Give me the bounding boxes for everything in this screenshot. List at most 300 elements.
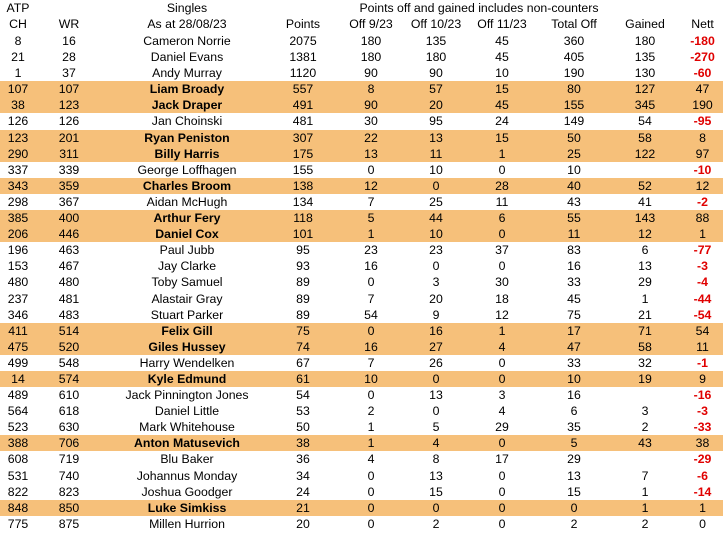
off-9-23-cell: 5 bbox=[367, 211, 375, 226]
off-9-23-cell: 180 bbox=[360, 50, 382, 65]
wr-cell: 630 bbox=[58, 420, 80, 435]
ch-cell: 337 bbox=[7, 162, 29, 177]
off-10-23-cell: 9 bbox=[432, 307, 440, 322]
player-name: Toby Samuel bbox=[151, 275, 223, 290]
off-10-23-cell: 15 bbox=[429, 484, 443, 499]
nett-cell: 9 bbox=[699, 371, 706, 386]
off-10-23-cell: 0 bbox=[432, 259, 440, 274]
gained-cell: 345 bbox=[634, 98, 656, 113]
off-10-23-cell: 25 bbox=[429, 194, 443, 209]
off-10-23-cell: 11 bbox=[429, 146, 443, 161]
ch-cell: 608 bbox=[7, 452, 29, 467]
ch-cell: 411 bbox=[8, 323, 28, 338]
ch-cell: 480 bbox=[7, 275, 29, 290]
off-11-23-cell: 45 bbox=[495, 34, 509, 48]
off-9-23-cell: 16 bbox=[364, 339, 378, 354]
off-9-23-cell: 180 bbox=[360, 34, 382, 48]
off-9-23-cell: 0 bbox=[367, 275, 375, 290]
total-off-cell: 33 bbox=[567, 275, 581, 290]
off-11-23-cell: 18 bbox=[495, 291, 509, 306]
wr-cell: 126 bbox=[58, 114, 80, 129]
nett-cell: -6 bbox=[697, 468, 708, 483]
wr-cell: 359 bbox=[58, 178, 80, 193]
ch-header: CH bbox=[9, 17, 27, 31]
ch-cell: 822 bbox=[7, 484, 29, 499]
table-row bbox=[0, 291, 723, 307]
player-name: Cameron Norrie bbox=[143, 34, 231, 48]
off-11-23-cell: 0 bbox=[498, 484, 506, 499]
off-9-23-cell: 1 bbox=[367, 227, 375, 242]
ch-cell: 489 bbox=[7, 388, 29, 403]
off-11-23-cell: 0 bbox=[498, 355, 506, 370]
gained-cell: 58 bbox=[638, 130, 652, 145]
points-cell: 118 bbox=[293, 211, 313, 226]
total-off-cell: 360 bbox=[563, 34, 585, 48]
ch-cell: 775 bbox=[7, 516, 29, 531]
off-9-23-cell: 10 bbox=[364, 371, 378, 386]
table-header bbox=[0, 0, 723, 33]
nett-cell: 1 bbox=[699, 500, 706, 515]
off-9-23-cell: 2 bbox=[367, 404, 375, 419]
total-off-cell: 33 bbox=[567, 355, 581, 370]
gained-cell: 41 bbox=[638, 194, 652, 209]
ch-cell: 848 bbox=[7, 500, 29, 515]
off-11-23-cell: 0 bbox=[498, 162, 506, 177]
gained-cell: 127 bbox=[634, 82, 656, 97]
off-11-23-cell: 4 bbox=[498, 339, 506, 354]
player-name: Felix Gill bbox=[161, 323, 213, 338]
player-name: Liam Broady bbox=[149, 82, 225, 97]
off-11-23-header: Off 11/23 bbox=[477, 17, 527, 31]
nett-cell: -77 bbox=[693, 243, 712, 258]
total-off-cell: 155 bbox=[563, 98, 585, 113]
table-row bbox=[0, 371, 723, 387]
points-cell: 61 bbox=[296, 371, 310, 386]
wr-cell: 400 bbox=[58, 211, 80, 226]
points-note-header: Points off and gained includes non-counters bbox=[359, 1, 599, 15]
off-9-23-cell: 54 bbox=[364, 307, 378, 322]
ch-cell: 21 bbox=[11, 50, 25, 65]
off-11-23-cell: 15 bbox=[495, 82, 509, 97]
off-11-23-cell: 28 bbox=[495, 178, 509, 193]
wr-cell: 483 bbox=[58, 307, 80, 322]
off-10-23-cell: 2 bbox=[432, 516, 440, 531]
off-9-23-cell: 30 bbox=[364, 114, 378, 129]
nett-cell: -1 bbox=[697, 355, 708, 370]
ch-cell: 126 bbox=[7, 114, 29, 129]
ch-cell: 343 bbox=[7, 178, 29, 193]
table-row bbox=[0, 242, 723, 258]
nett-cell: 190 bbox=[692, 98, 713, 113]
player-name: Daniel Little bbox=[154, 404, 220, 419]
wr-cell: 481 bbox=[58, 291, 80, 306]
off-10-23-cell: 10 bbox=[429, 162, 443, 177]
gained-cell: 7 bbox=[641, 468, 649, 483]
points-cell: 101 bbox=[292, 227, 314, 242]
player-name: Daniel Evans bbox=[150, 50, 224, 65]
off-10-23-cell: 95 bbox=[429, 114, 443, 129]
off-10-23-cell: 26 bbox=[429, 355, 443, 370]
wr-cell: 311 bbox=[59, 146, 79, 161]
gained-cell: 135 bbox=[634, 50, 656, 65]
table-row bbox=[0, 339, 723, 355]
off-11-23-cell: 1 bbox=[498, 146, 506, 161]
ch-cell: 388 bbox=[7, 436, 29, 451]
player-name: Luke Simkiss bbox=[147, 500, 227, 515]
nett-cell: -14 bbox=[693, 484, 712, 499]
gained-cell: 122 bbox=[634, 146, 656, 161]
total-off-cell: 0 bbox=[570, 500, 578, 515]
off-9-23-header: Off 9/23 bbox=[349, 17, 393, 31]
player-name: Anton Matusevich bbox=[134, 436, 240, 451]
table-row bbox=[0, 33, 723, 49]
nett-cell: -54 bbox=[693, 307, 712, 322]
wr-cell: 514 bbox=[58, 323, 80, 338]
ch-cell: 14 bbox=[11, 371, 25, 386]
off-9-23-cell: 0 bbox=[367, 484, 375, 499]
points-cell: 50 bbox=[296, 420, 310, 435]
nett-cell: 97 bbox=[695, 146, 710, 161]
nett-cell: -16 bbox=[693, 388, 712, 403]
off-9-23-cell: 7 bbox=[367, 291, 375, 306]
points-cell: 138 bbox=[292, 178, 314, 193]
points-cell: 21 bbox=[296, 500, 310, 515]
nett-cell: -270 bbox=[690, 50, 715, 65]
off-9-23-cell: 8 bbox=[367, 82, 375, 97]
nett-cell: -3 bbox=[697, 259, 708, 274]
ch-cell: 123 bbox=[7, 130, 29, 145]
points-cell: 155 bbox=[292, 162, 314, 177]
off-11-23-cell: 0 bbox=[498, 371, 506, 386]
off-9-23-cell: 1 bbox=[367, 420, 375, 435]
gained-cell: 52 bbox=[638, 178, 652, 193]
points-cell: 89 bbox=[296, 291, 310, 306]
off-10-23-cell: 0 bbox=[432, 500, 440, 515]
table-row bbox=[0, 387, 723, 403]
ch-cell: 298 bbox=[7, 194, 29, 209]
ch-cell: 385 bbox=[7, 211, 29, 226]
ch-cell: 206 bbox=[7, 227, 29, 242]
off-11-23-cell: 6 bbox=[498, 211, 506, 226]
player-name: Millen Hurrion bbox=[149, 516, 225, 531]
player-name: Giles Hussey bbox=[148, 339, 226, 354]
nett-cell: -4 bbox=[697, 275, 708, 290]
ch-cell: 107 bbox=[7, 82, 29, 97]
gained-cell: 32 bbox=[638, 355, 652, 370]
off-11-23-cell: 24 bbox=[495, 114, 509, 129]
gained-cell: 29 bbox=[638, 275, 652, 290]
off-9-23-cell: 12 bbox=[364, 178, 378, 193]
off-9-23-cell: 0 bbox=[367, 500, 375, 515]
table-row bbox=[0, 130, 723, 146]
off-10-23-cell: 90 bbox=[429, 66, 443, 81]
off-10-23-cell: 13 bbox=[429, 468, 443, 483]
ch-cell: 499 bbox=[7, 355, 29, 370]
points-cell: 557 bbox=[292, 82, 314, 97]
ch-cell: 523 bbox=[7, 420, 29, 435]
off-9-23-cell: 1 bbox=[367, 436, 375, 451]
total-off-cell: 25 bbox=[567, 146, 581, 161]
points-cell: 93 bbox=[296, 259, 310, 274]
wr-cell: 463 bbox=[58, 243, 80, 258]
off-10-23-cell: 13 bbox=[429, 130, 443, 145]
off-10-23-cell: 5 bbox=[432, 420, 440, 435]
player-name: Billy Harris bbox=[154, 146, 220, 161]
total-off-cell: 11 bbox=[567, 227, 581, 242]
wr-cell: 618 bbox=[58, 404, 80, 419]
nett-cell: -29 bbox=[693, 452, 712, 467]
off-9-23-cell: 0 bbox=[367, 468, 375, 483]
table-row bbox=[0, 484, 723, 500]
off-9-23-cell: 0 bbox=[367, 516, 375, 531]
points-cell: 20 bbox=[296, 516, 310, 531]
off-11-23-cell: 30 bbox=[495, 275, 509, 290]
off-10-23-cell: 4 bbox=[432, 436, 440, 451]
ch-cell: 196 bbox=[7, 243, 29, 258]
player-name: Charles Broom bbox=[142, 178, 232, 193]
off-10-23-cell: 27 bbox=[429, 339, 443, 354]
off-10-23-cell: 8 bbox=[432, 452, 440, 467]
off-11-23-cell: 0 bbox=[498, 500, 506, 515]
player-name: George Loffhagen bbox=[137, 162, 237, 177]
total-off-cell: 50 bbox=[567, 130, 581, 145]
total-off-cell: 149 bbox=[563, 114, 585, 129]
nett-cell: -33 bbox=[693, 420, 712, 435]
wr-cell: 201 bbox=[58, 130, 80, 145]
off-10-23-cell: 10 bbox=[429, 227, 443, 242]
nett-cell: -44 bbox=[693, 291, 712, 306]
points-cell: 2075 bbox=[289, 34, 317, 48]
points-cell: 89 bbox=[296, 307, 310, 322]
ch-cell: 153 bbox=[7, 259, 29, 274]
off-11-23-cell: 15 bbox=[495, 130, 509, 145]
ch-cell: 290 bbox=[7, 146, 29, 161]
table-body bbox=[0, 33, 723, 532]
points-cell: 1120 bbox=[289, 66, 317, 81]
total-off-cell: 40 bbox=[567, 178, 581, 193]
off-10-23-header: Off 10/23 bbox=[410, 17, 462, 31]
gained-cell: 54 bbox=[638, 114, 652, 129]
points-cell: 75 bbox=[296, 323, 310, 338]
total-off-cell: 45 bbox=[567, 291, 581, 306]
table-row bbox=[0, 323, 723, 339]
total-off-cell: 55 bbox=[567, 211, 581, 226]
total-off-header: Total Off bbox=[551, 17, 597, 31]
off-11-23-cell: 45 bbox=[495, 98, 509, 113]
gained-cell: 1 bbox=[641, 484, 649, 499]
table-row bbox=[0, 194, 723, 210]
ch-cell: 475 bbox=[7, 339, 29, 354]
gained-header: Gained bbox=[625, 17, 665, 31]
off-10-23-cell: 20 bbox=[429, 291, 443, 306]
wr-header: WR bbox=[58, 17, 80, 31]
points-cell: 89 bbox=[296, 275, 310, 290]
points-cell: 95 bbox=[296, 243, 310, 258]
points-cell: 307 bbox=[292, 130, 314, 145]
total-off-cell: 43 bbox=[567, 194, 581, 209]
off-11-23-cell: 0 bbox=[498, 516, 506, 531]
table-row bbox=[0, 210, 723, 226]
off-10-23-cell: 44 bbox=[429, 211, 443, 226]
off-11-23-cell: 29 bbox=[495, 420, 509, 435]
points-cell: 54 bbox=[296, 388, 310, 403]
off-9-23-cell: 0 bbox=[367, 323, 375, 338]
points-cell: 67 bbox=[296, 355, 310, 370]
off-9-23-cell: 22 bbox=[364, 130, 378, 145]
gained-cell: 6 bbox=[641, 243, 649, 258]
off-11-23-cell: 4 bbox=[498, 404, 506, 419]
total-off-cell: 10 bbox=[567, 162, 581, 177]
wr-cell: 480 bbox=[58, 275, 80, 290]
off-9-23-cell: 4 bbox=[367, 452, 375, 467]
table-row bbox=[0, 178, 723, 194]
total-off-cell: 29 bbox=[567, 452, 581, 467]
off-11-23-cell: 0 bbox=[498, 436, 506, 451]
wr-cell: 37 bbox=[62, 66, 76, 81]
table-row bbox=[0, 435, 723, 451]
wr-cell: 367 bbox=[58, 194, 80, 209]
nett-header: Nett bbox=[691, 17, 714, 31]
nett-cell: -2 bbox=[697, 194, 708, 209]
player-name: Jay Clarke bbox=[157, 259, 217, 274]
total-off-cell: 83 bbox=[567, 243, 581, 258]
gained-cell: 3 bbox=[641, 404, 649, 419]
player-name: Joshua Goodger bbox=[141, 484, 233, 499]
table-row bbox=[0, 49, 723, 65]
off-10-23-cell: 0 bbox=[432, 371, 440, 386]
wr-cell: 719 bbox=[58, 452, 80, 467]
nett-cell: 1 bbox=[699, 227, 706, 242]
off-9-23-cell: 7 bbox=[367, 194, 375, 209]
ch-cell: 564 bbox=[7, 404, 29, 419]
player-name: Paul Jubb bbox=[159, 243, 215, 258]
player-name: Aidan McHugh bbox=[146, 194, 228, 209]
table-row bbox=[0, 500, 723, 516]
off-11-23-cell: 11 bbox=[495, 194, 509, 209]
gained-cell: 43 bbox=[638, 436, 652, 451]
gained-cell: 12 bbox=[638, 227, 652, 242]
table-row bbox=[0, 307, 723, 323]
off-9-23-cell: 16 bbox=[364, 259, 378, 274]
total-off-cell: 5 bbox=[570, 436, 578, 451]
wr-cell: 467 bbox=[58, 259, 80, 274]
table-row bbox=[0, 162, 723, 178]
points-cell: 34 bbox=[296, 468, 310, 483]
player-name: Arthur Fery bbox=[153, 211, 221, 226]
points-cell: 74 bbox=[296, 339, 310, 354]
table-row bbox=[0, 65, 723, 81]
points-cell: 134 bbox=[292, 194, 314, 209]
player-name: Alastair Gray bbox=[151, 291, 223, 306]
table-row bbox=[0, 274, 723, 290]
gained-cell: 19 bbox=[638, 371, 652, 386]
points-cell: 38 bbox=[296, 436, 310, 451]
points-cell: 481 bbox=[292, 114, 314, 129]
nett-cell: -180 bbox=[690, 34, 715, 48]
nett-cell: -95 bbox=[693, 114, 712, 129]
off-9-23-cell: 23 bbox=[364, 243, 378, 258]
total-off-cell: 47 bbox=[567, 339, 581, 354]
table-row bbox=[0, 97, 723, 113]
off-9-23-cell: 0 bbox=[367, 388, 375, 403]
gained-cell: 71 bbox=[638, 323, 652, 338]
points-cell: 1381 bbox=[289, 50, 317, 65]
off-10-23-cell: 57 bbox=[429, 82, 443, 97]
wr-cell: 16 bbox=[62, 34, 76, 48]
total-off-cell: 17 bbox=[567, 323, 581, 338]
nett-cell: 12 bbox=[695, 178, 710, 193]
off-10-23-cell: 135 bbox=[425, 34, 447, 48]
player-name: Ryan Peniston bbox=[144, 130, 230, 145]
wr-cell: 574 bbox=[58, 371, 80, 386]
nett-cell: 47 bbox=[695, 82, 710, 97]
points-cell: 491 bbox=[292, 98, 314, 113]
ch-cell: 346 bbox=[7, 307, 29, 322]
as-at-date-header: As at 28/08/23 bbox=[147, 17, 227, 31]
off-11-23-cell: 0 bbox=[498, 468, 506, 483]
wr-cell: 850 bbox=[58, 500, 80, 515]
table-row bbox=[0, 468, 723, 484]
points-cell: 24 bbox=[296, 484, 310, 499]
gained-cell: 130 bbox=[634, 66, 656, 81]
ch-cell: 531 bbox=[7, 468, 29, 483]
table-row bbox=[0, 355, 723, 371]
nett-cell: 0 bbox=[699, 516, 706, 531]
off-9-23-cell: 0 bbox=[367, 162, 375, 177]
gained-cell: 143 bbox=[634, 211, 656, 226]
wr-cell: 610 bbox=[58, 388, 80, 403]
total-off-cell: 16 bbox=[567, 388, 581, 403]
off-10-23-cell: 16 bbox=[429, 323, 443, 338]
player-name: Jack Pinnington Jones bbox=[125, 388, 249, 403]
points-header: Points bbox=[285, 17, 321, 31]
total-off-cell: 15 bbox=[567, 484, 581, 499]
nett-cell: -3 bbox=[697, 404, 708, 419]
total-off-cell: 35 bbox=[567, 420, 581, 435]
wr-cell: 548 bbox=[58, 355, 80, 370]
off-11-23-cell: 45 bbox=[495, 50, 509, 65]
player-name: Kyle Edmund bbox=[147, 371, 227, 386]
player-name: Jack Draper bbox=[151, 98, 223, 113]
singles-header: Singles bbox=[166, 1, 208, 15]
nett-cell: -10 bbox=[693, 162, 712, 177]
total-off-cell: 6 bbox=[570, 404, 578, 419]
nett-cell: 38 bbox=[695, 436, 710, 451]
wr-cell: 107 bbox=[58, 82, 80, 97]
wr-cell: 520 bbox=[58, 339, 80, 354]
gained-cell: 2 bbox=[641, 516, 649, 531]
off-10-23-cell: 3 bbox=[432, 275, 440, 290]
table-row bbox=[0, 403, 723, 419]
total-off-cell: 13 bbox=[567, 468, 581, 483]
gained-cell: 21 bbox=[638, 307, 652, 322]
ch-cell: 8 bbox=[14, 34, 22, 48]
player-name: Jan Choinski bbox=[151, 114, 223, 129]
table-row bbox=[0, 258, 723, 274]
total-off-cell: 10 bbox=[567, 371, 581, 386]
ch-cell: 38 bbox=[11, 98, 25, 113]
table-row bbox=[0, 146, 723, 162]
total-off-cell: 16 bbox=[567, 259, 581, 274]
player-name: Mark Whitehouse bbox=[139, 420, 235, 435]
off-9-23-cell: 13 bbox=[364, 146, 378, 161]
nett-cell: 54 bbox=[695, 323, 710, 338]
off-9-23-cell: 7 bbox=[367, 355, 375, 370]
wr-cell: 446 bbox=[58, 227, 80, 242]
points-cell: 53 bbox=[296, 404, 310, 419]
off-10-23-cell: 180 bbox=[425, 50, 447, 65]
off-11-23-cell: 12 bbox=[495, 307, 509, 322]
